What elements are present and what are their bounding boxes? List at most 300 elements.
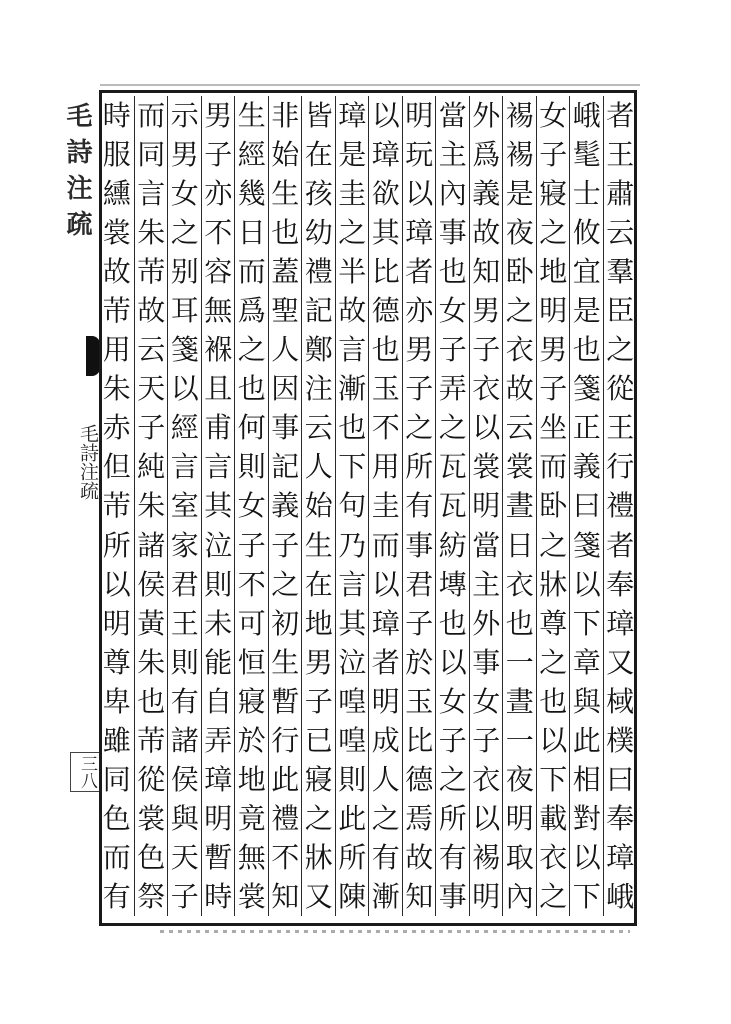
glyph: 禮	[271, 801, 300, 835]
glyph: 甫	[204, 411, 233, 445]
glyph: 晝	[505, 684, 534, 718]
glyph: 侯	[170, 762, 199, 796]
text-column	[234, 96, 268, 916]
glyph: 相	[572, 762, 601, 796]
glyph: 此	[338, 801, 367, 835]
glyph: 朱	[137, 489, 166, 523]
glyph: 外	[472, 606, 501, 640]
glyph: 比	[405, 723, 434, 757]
glyph: 寢	[539, 177, 568, 211]
glyph: 峨	[606, 879, 635, 913]
glyph: 之	[271, 567, 300, 601]
glyph: 以	[472, 411, 501, 445]
glyph: 言	[137, 177, 166, 211]
text-column	[100, 96, 134, 916]
glyph: 璋	[204, 762, 233, 796]
glyph: 纁	[102, 177, 131, 211]
glyph: 朱	[137, 645, 166, 679]
glyph: 明	[472, 489, 501, 523]
glyph: 也	[438, 255, 467, 289]
glyph: 所	[338, 840, 367, 874]
margin-title-stamp: 毛詩注疏	[62, 102, 92, 246]
glyph: 在	[304, 567, 333, 601]
glyph: 之	[539, 879, 568, 913]
glyph: 赤	[102, 411, 131, 445]
glyph: 故	[102, 255, 131, 289]
glyph: 義	[572, 450, 601, 484]
glyph: 行	[271, 723, 300, 757]
glyph: 也	[137, 684, 166, 718]
glyph: 芾	[102, 489, 131, 523]
glyph: 裳	[102, 216, 131, 250]
glyph: 羣	[606, 255, 635, 289]
glyph: 德	[371, 294, 400, 328]
glyph: 奉	[606, 801, 635, 835]
glyph: 之	[405, 411, 434, 445]
text-column	[536, 96, 570, 916]
glyph: 初	[271, 606, 300, 640]
glyph: 髦	[572, 138, 601, 172]
glyph: 不	[371, 411, 400, 445]
glyph: 明	[472, 879, 501, 913]
glyph: 以	[539, 723, 568, 757]
glyph: 皆	[304, 99, 333, 132]
glyph: 男	[472, 294, 501, 328]
glyph: 裳	[237, 879, 266, 913]
glyph: 子	[438, 723, 467, 757]
glyph: 知	[271, 879, 300, 913]
glyph: 而	[371, 528, 400, 562]
glyph: 孩	[304, 177, 333, 211]
glyph: 與	[572, 684, 601, 718]
glyph: 諸	[170, 723, 199, 757]
glyph: 因	[271, 372, 300, 406]
glyph: 禮	[304, 255, 333, 289]
glyph: 禮	[606, 489, 635, 523]
glyph: 也	[371, 333, 400, 367]
glyph: 載	[539, 801, 568, 835]
glyph: 對	[572, 801, 601, 835]
glyph: 所	[102, 528, 131, 562]
glyph: 幾	[237, 177, 266, 211]
glyph: 子	[170, 879, 199, 913]
glyph: 下	[338, 450, 367, 484]
glyph: 衣	[472, 372, 501, 406]
glyph: 女	[472, 684, 501, 718]
glyph: 王	[606, 411, 635, 445]
text-column	[335, 96, 369, 916]
glyph: 經	[170, 411, 199, 445]
glyph: 也	[338, 411, 367, 445]
glyph: 也	[539, 684, 568, 718]
glyph: 明	[204, 801, 233, 835]
glyph: 內	[505, 879, 534, 913]
glyph: 者	[606, 99, 635, 132]
glyph: 芾	[137, 255, 166, 289]
glyph: 而	[102, 840, 131, 874]
glyph: 寢	[304, 762, 333, 796]
glyph: 故	[505, 372, 534, 406]
glyph: 以	[572, 567, 601, 601]
glyph: 璋	[371, 138, 400, 172]
glyph: 也	[237, 372, 266, 406]
glyph: 玉	[405, 684, 434, 718]
glyph: 也	[271, 216, 300, 250]
glyph: 子	[539, 138, 568, 172]
glyph: 義	[472, 177, 501, 211]
glyph: 明	[371, 684, 400, 718]
glyph: 圭	[371, 489, 400, 523]
glyph: 故	[405, 840, 434, 874]
glyph: 生	[271, 645, 300, 679]
glyph: 義	[271, 489, 300, 523]
glyph: 衣	[505, 333, 534, 367]
glyph: 恒	[237, 645, 266, 679]
glyph: 别	[170, 255, 199, 289]
glyph: 事	[438, 216, 467, 250]
glyph: 棫	[606, 684, 635, 718]
glyph: 用	[371, 450, 400, 484]
page-number: 三八	[70, 752, 100, 792]
glyph: 是	[572, 294, 601, 328]
glyph: 行	[606, 450, 635, 484]
glyph: 不	[237, 567, 266, 601]
glyph: 有	[170, 684, 199, 718]
glyph: 容	[204, 255, 233, 289]
text-column	[268, 96, 302, 916]
glyph: 有	[438, 840, 467, 874]
glyph: 地	[539, 255, 568, 289]
glyph: 牀	[304, 840, 333, 874]
glyph: 玩	[405, 138, 434, 172]
glyph: 當	[438, 99, 467, 132]
glyph: 弄	[204, 723, 233, 757]
glyph: 則	[204, 567, 233, 601]
glyph: 璋	[606, 606, 635, 640]
glyph: 瓦	[438, 489, 467, 523]
glyph: 明	[405, 99, 434, 132]
text-column	[134, 96, 168, 916]
glyph: 也	[505, 606, 534, 640]
glyph: 裼	[505, 99, 534, 132]
glyph: 子	[271, 528, 300, 562]
glyph: 男	[405, 333, 434, 367]
glyph: 而	[137, 99, 166, 132]
glyph: 子	[472, 333, 501, 367]
glyph: 乃	[338, 528, 367, 562]
glyph: 時	[102, 99, 131, 132]
top-rule	[100, 84, 640, 86]
glyph: 漸	[338, 372, 367, 406]
glyph: 不	[271, 840, 300, 874]
glyph: 塼	[438, 567, 467, 601]
glyph: 則	[170, 645, 199, 679]
glyph: 黃	[137, 606, 166, 640]
glyph: 之	[237, 333, 266, 367]
glyph: 半	[338, 255, 367, 289]
glyph: 又	[606, 645, 635, 679]
glyph: 人	[304, 450, 333, 484]
glyph: 女	[237, 489, 266, 523]
glyph: 子	[438, 333, 467, 367]
glyph: 臣	[606, 294, 635, 328]
glyph: 圭	[338, 177, 367, 211]
glyph: 日	[237, 216, 266, 250]
glyph: 色	[102, 801, 131, 835]
glyph: 君	[405, 567, 434, 601]
text-column	[402, 96, 436, 916]
glyph: 爲	[237, 294, 266, 328]
glyph: 主	[438, 138, 467, 172]
glyph: 幼	[304, 216, 333, 250]
glyph: 而	[237, 255, 266, 289]
glyph: 芾	[137, 723, 166, 757]
glyph: 欲	[371, 177, 400, 211]
glyph: 地	[304, 606, 333, 640]
glyph: 衣	[539, 840, 568, 874]
glyph: 色	[137, 840, 166, 874]
glyph: 尊	[102, 645, 131, 679]
glyph: 峨	[572, 99, 601, 132]
glyph: 比	[371, 255, 400, 289]
glyph: 也	[572, 333, 601, 367]
glyph: 夜	[505, 216, 534, 250]
glyph: 生	[237, 99, 266, 132]
glyph: 卧	[505, 255, 534, 289]
glyph: 取	[505, 840, 534, 874]
glyph: 句	[338, 489, 367, 523]
glyph: 與	[170, 801, 199, 835]
glyph: 侯	[137, 567, 166, 601]
glyph: 芾	[102, 294, 131, 328]
glyph: 泣	[204, 528, 233, 562]
glyph: 純	[137, 450, 166, 484]
glyph: 君	[170, 567, 199, 601]
glyph: 此	[271, 762, 300, 796]
glyph: 言	[338, 333, 367, 367]
glyph: 衣	[472, 762, 501, 796]
glyph: 亦	[405, 294, 434, 328]
glyph: 則	[338, 762, 367, 796]
glyph: 者	[405, 255, 434, 289]
glyph: 以	[472, 801, 501, 835]
glyph: 之	[170, 216, 199, 250]
glyph: 人	[371, 762, 400, 796]
glyph: 諸	[137, 528, 166, 562]
glyph: 言	[170, 450, 199, 484]
glyph: 已	[304, 723, 333, 757]
glyph: 朱	[102, 372, 131, 406]
text-column	[502, 96, 536, 916]
glyph: 從	[606, 372, 635, 406]
glyph: 之	[505, 294, 534, 328]
glyph: 德	[405, 762, 434, 796]
glyph: 所	[405, 450, 434, 484]
glyph: 女	[438, 294, 467, 328]
glyph: 漸	[371, 879, 400, 913]
glyph: 家	[170, 528, 199, 562]
glyph: 時	[204, 879, 233, 913]
glyph: 生	[271, 177, 300, 211]
glyph: 言	[338, 567, 367, 601]
glyph: 子	[237, 528, 266, 562]
glyph: 陳	[338, 879, 367, 913]
glyph: 下	[572, 879, 601, 913]
glyph: 章	[572, 645, 601, 679]
glyph: 者	[371, 645, 400, 679]
glyph: 故	[338, 294, 367, 328]
glyph: 地	[237, 762, 266, 796]
glyph: 子	[137, 411, 166, 445]
glyph: 箋	[572, 528, 601, 562]
glyph: 未	[204, 606, 233, 640]
glyph: 又	[304, 879, 333, 913]
glyph: 女	[438, 684, 467, 718]
glyph: 子	[304, 684, 333, 718]
glyph: 成	[371, 723, 400, 757]
glyph: 喤	[338, 684, 367, 718]
text-column	[469, 96, 503, 916]
glyph: 有	[371, 840, 400, 874]
glyph: 事	[405, 528, 434, 562]
glyph: 瓦	[438, 450, 467, 484]
glyph: 明	[505, 801, 534, 835]
glyph: 以	[170, 372, 199, 406]
text-column	[301, 96, 335, 916]
glyph: 始	[271, 138, 300, 172]
glyph: 晝	[505, 489, 534, 523]
glyph: 非	[271, 99, 300, 132]
glyph: 裳	[472, 450, 501, 484]
text-column	[201, 96, 235, 916]
glyph: 在	[304, 138, 333, 172]
glyph: 服	[102, 138, 131, 172]
glyph: 之	[539, 216, 568, 250]
glyph: 室	[170, 489, 199, 523]
glyph: 弄	[438, 372, 467, 406]
glyph: 天	[137, 372, 166, 406]
glyph: 焉	[405, 801, 434, 835]
glyph: 始	[304, 489, 333, 523]
glyph: 以	[102, 567, 131, 601]
glyph: 可	[237, 606, 266, 640]
glyph: 爲	[472, 138, 501, 172]
glyph: 事	[438, 879, 467, 913]
glyph: 鄭	[304, 333, 333, 367]
glyph: 有	[405, 489, 434, 523]
glyph: 從	[137, 762, 166, 796]
glyph: 暫	[204, 840, 233, 874]
glyph: 之	[304, 801, 333, 835]
glyph: 蓋	[271, 255, 300, 289]
glyph: 裳	[505, 450, 534, 484]
glyph: 一	[505, 723, 534, 757]
glyph: 宜	[572, 255, 601, 289]
glyph: 女	[170, 177, 199, 211]
glyph: 是	[338, 138, 367, 172]
glyph: 同	[102, 762, 131, 796]
glyph: 言	[204, 450, 233, 484]
glyph: 衣	[505, 567, 534, 601]
glyph: 故	[137, 294, 166, 328]
glyph: 以	[371, 567, 400, 601]
glyph: 則	[237, 450, 266, 484]
glyph: 男	[539, 333, 568, 367]
text-column	[368, 96, 402, 916]
glyph: 喤	[338, 723, 367, 757]
glyph: 尊	[539, 606, 568, 640]
glyph: 坐	[539, 411, 568, 445]
glyph: 云	[505, 411, 534, 445]
glyph: 子	[472, 723, 501, 757]
glyph: 事	[472, 645, 501, 679]
glyph: 箋	[572, 372, 601, 406]
glyph: 箋	[170, 333, 199, 367]
glyph: 褓	[204, 333, 233, 367]
glyph: 璋	[371, 606, 400, 640]
glyph: 其	[204, 489, 233, 523]
glyph: 知	[405, 879, 434, 913]
glyph: 用	[102, 333, 131, 367]
glyph: 樸	[606, 723, 635, 757]
glyph: 王	[606, 138, 635, 172]
glyph: 裼	[472, 840, 501, 874]
glyph: 祭	[137, 879, 166, 913]
glyph: 內	[438, 177, 467, 211]
glyph: 王	[170, 606, 199, 640]
glyph: 下	[539, 762, 568, 796]
glyph: 裼	[505, 138, 534, 172]
glyph: 且	[204, 372, 233, 406]
glyph: 何	[237, 411, 266, 445]
glyph: 無	[204, 294, 233, 328]
glyph: 耳	[170, 294, 199, 328]
glyph: 璋	[338, 99, 367, 132]
glyph: 泣	[338, 645, 367, 679]
glyph: 男	[204, 99, 233, 132]
glyph: 注	[304, 372, 333, 406]
glyph: 事	[271, 411, 300, 445]
glyph: 子	[204, 138, 233, 172]
bottom-rule	[160, 930, 630, 933]
glyph: 云	[304, 411, 333, 445]
glyph: 之	[539, 528, 568, 562]
glyph: 曰	[606, 762, 635, 796]
glyph: 故	[472, 216, 501, 250]
glyph: 能	[204, 645, 233, 679]
glyph: 而	[539, 450, 568, 484]
glyph: 亦	[204, 177, 233, 211]
glyph: 男	[170, 138, 199, 172]
glyph: 之	[338, 216, 367, 250]
glyph: 也	[438, 606, 467, 640]
glyph: 同	[137, 138, 166, 172]
glyph: 是	[505, 177, 534, 211]
glyph: 寢	[237, 684, 266, 718]
glyph: 之	[438, 762, 467, 796]
glyph: 其	[371, 216, 400, 250]
text-column	[435, 96, 469, 916]
text-column	[603, 96, 637, 916]
glyph: 曰	[572, 489, 601, 523]
glyph: 子	[539, 372, 568, 406]
glyph: 聖	[271, 294, 300, 328]
glyph: 雖	[102, 723, 131, 757]
glyph: 主	[472, 567, 501, 601]
glyph: 之	[371, 801, 400, 835]
glyph: 女	[539, 99, 568, 132]
glyph: 但	[102, 450, 131, 484]
